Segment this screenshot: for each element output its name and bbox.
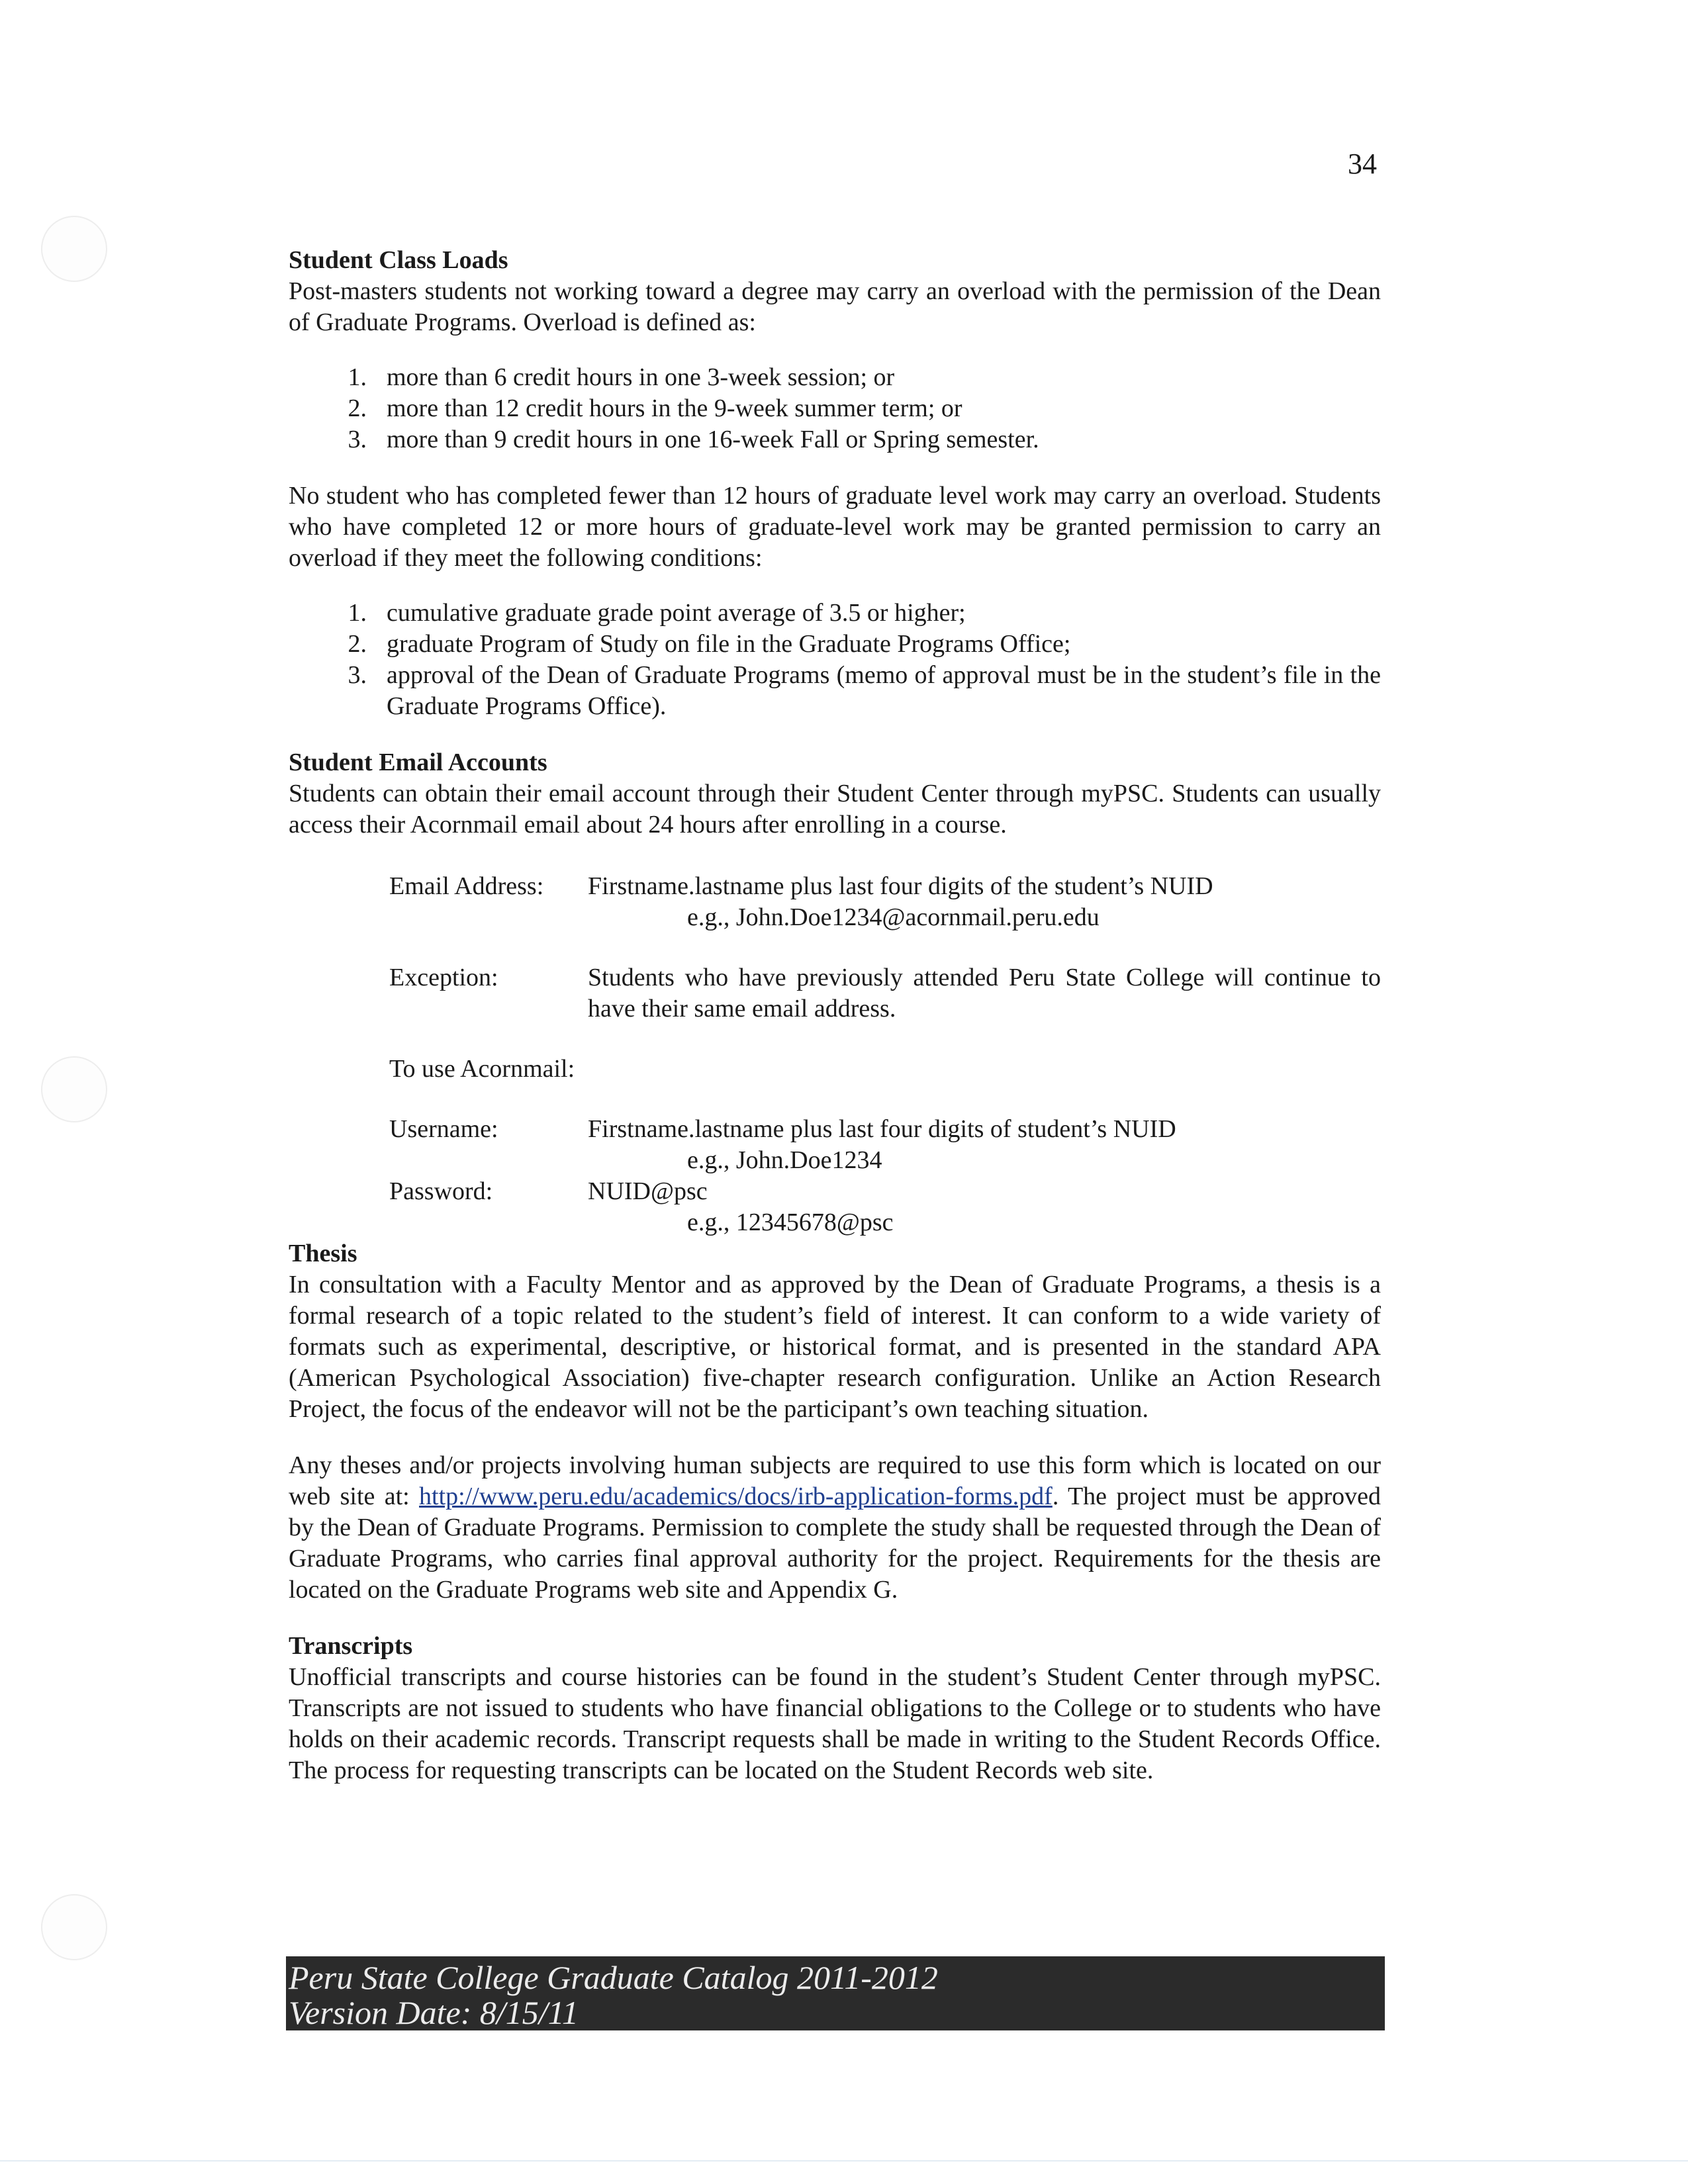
password-example-row bbox=[389, 1207, 1381, 1238]
thesis-paragraph-2-end: . The project must be approved by the Dean of Graduate Programs. Permission to complete the study shall be requested through the Dean of Graduate Programs, who carries final approval authority for the project. Requirements for the thesis are located on the Graduate Programs web site and Appendix G. bbox=[289, 1482, 1381, 1604]
exception-label: Exception: bbox=[389, 964, 498, 991]
list-item bbox=[289, 598, 1381, 629]
list-number: 2. bbox=[348, 394, 367, 422]
email-address-row bbox=[389, 871, 1381, 902]
heading-class-loads: Student Class Loads bbox=[289, 246, 508, 274]
list-text: more than 12 credit hours in the 9-week summer term; or bbox=[387, 394, 962, 422]
password-value: NUID@psc bbox=[588, 1177, 708, 1205]
punch-hole-top bbox=[41, 216, 107, 282]
conditions-intro: No student who has completed fewer than 12 hours of graduate level work may carry an overload. Students who have completed 12 or more hours of graduate-level work may be granted permission to carry an overload if they meet the following conditions: bbox=[289, 482, 1381, 572]
username-example-row bbox=[389, 1145, 1381, 1176]
email-address-example-row bbox=[389, 902, 1381, 933]
spacer bbox=[389, 1145, 588, 1176]
list-number: 3. bbox=[348, 661, 367, 689]
section-class-loads bbox=[289, 245, 1381, 722]
page-number: 34 bbox=[1348, 148, 1377, 180]
heading-email-accounts: Student Email Accounts bbox=[289, 749, 547, 776]
catalog-footer-banner bbox=[286, 1956, 1385, 2030]
scan-edge-line bbox=[0, 2160, 1688, 2161]
overload-list bbox=[289, 362, 1381, 455]
password-label: Password: bbox=[389, 1177, 493, 1205]
username-label: Username: bbox=[389, 1115, 498, 1143]
email-address-example: e.g., John.Doe1234@acornmail.peru.edu bbox=[687, 903, 1100, 931]
list-text: more than 6 credit hours in one 3-week session; or bbox=[387, 363, 895, 391]
list-number: 1. bbox=[348, 599, 367, 627]
footer-version-date: Version Date: 8/15/11 bbox=[289, 1994, 579, 2031]
use-acornmail-label: To use Acornmail: bbox=[389, 1055, 575, 1083]
heading-transcripts: Transcripts bbox=[289, 1632, 413, 1660]
punch-hole-middle bbox=[41, 1056, 107, 1122]
thesis-paragraph-2 bbox=[289, 1450, 1381, 1606]
list-text: graduate Program of Study on file in the Graduate Programs Office; bbox=[387, 630, 1071, 658]
list-number: 1. bbox=[348, 363, 367, 391]
section-email-accounts bbox=[289, 747, 1381, 1238]
list-item bbox=[289, 393, 1381, 424]
section-transcripts bbox=[289, 1631, 1381, 1786]
list-text: approval of the Dean of Graduate Programs (memo of approval must be in the student’s file in the Graduate Programs Office). bbox=[387, 661, 1381, 720]
conditions-list bbox=[289, 598, 1381, 722]
irb-forms-link[interactable]: http://www.peru.edu/academics/docs/irb-application-forms.pdf bbox=[419, 1482, 1053, 1510]
username-value: Firstname.lastname plus last four digits of student’s NUID bbox=[588, 1115, 1176, 1143]
username-row bbox=[389, 1114, 1381, 1145]
exception-value: Students who have previously attended Peru State College will continue to have their same email address. bbox=[588, 964, 1381, 1023]
transcripts-paragraph: Unofficial transcripts and course histories can be found in the student’s Student Center through myPSC. Transcripts are not issued to students who have financial obligations to the College or to students who have holds on their academic records. Transcript requests shall be made in writing to the Student Records Office. The process for requesting transcripts can be located on the Student Records web site. bbox=[289, 1663, 1381, 1784]
password-row bbox=[389, 1176, 1381, 1207]
section-thesis bbox=[289, 1238, 1381, 1631]
email-address-label: Email Address: bbox=[389, 872, 544, 900]
exception-row bbox=[389, 962, 1381, 1024]
page-content bbox=[289, 245, 1381, 1786]
list-item bbox=[289, 629, 1381, 660]
spacer bbox=[389, 1207, 588, 1238]
list-text: more than 9 credit hours in one 16-week Fall or Spring semester. bbox=[387, 426, 1039, 453]
list-item bbox=[289, 362, 1381, 393]
email-intro: Students can obtain their email account through their Student Center through myPSC. Students can usually access their Acornmail email about 24 hours after enrolling in a course. bbox=[289, 780, 1381, 839]
list-item bbox=[289, 424, 1381, 455]
heading-thesis: Thesis bbox=[289, 1240, 357, 1267]
list-item bbox=[289, 660, 1381, 722]
list-number: 3. bbox=[348, 426, 367, 453]
class-loads-intro: Post-masters students not working toward a degree may carry an overload with the permission of the Dean of Graduate Programs. Overload is defined as: bbox=[289, 277, 1381, 336]
thesis-paragraph-1: In consultation with a Faculty Mentor and as approved by the Dean of Graduate Programs, a thesis is a formal research of a topic related to the student’s field of interest. It can conform to a wide variety of formats such as experimental, descriptive, or historical format, and is presented in the standard APA (American Psychological Association) five-chapter research configuration. Unlike an Action Research Project, the focus of the endeavor will not be the participant’s own teaching situation. bbox=[289, 1271, 1381, 1423]
list-number: 2. bbox=[348, 630, 367, 658]
spacer bbox=[389, 902, 588, 933]
punch-hole-bottom bbox=[41, 1894, 107, 1960]
email-address-value: Firstname.lastname plus last four digits of the student’s NUID bbox=[588, 872, 1213, 900]
thesis-paragraph-2-start: Any theses and/or projects involving human subjects are required to use this form which is located on our web site at: bbox=[289, 1451, 1381, 1510]
password-example: e.g., 12345678@psc bbox=[687, 1208, 894, 1236]
list-text: cumulative graduate grade point average of 3.5 or higher; bbox=[387, 599, 966, 627]
username-example: e.g., John.Doe1234 bbox=[687, 1146, 882, 1174]
footer-catalog-title: Peru State College Graduate Catalog 2011-2012 bbox=[289, 1959, 938, 1996]
